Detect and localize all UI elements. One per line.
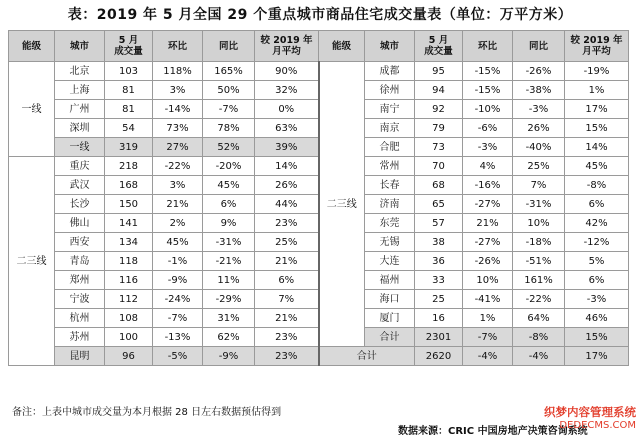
left-vs-cell: 39% [255, 138, 319, 157]
left-yoy-cell: -7% [203, 100, 255, 119]
right-vs-cell: 14% [565, 138, 629, 157]
right-volume-cell: 70 [415, 157, 463, 176]
right-mom-cell: 10% [463, 271, 513, 290]
right-city-cell: 大连 [365, 252, 415, 271]
left-vs-cell: 90% [255, 62, 319, 81]
right-mom-cell: -27% [463, 233, 513, 252]
left-city-cell: 武汉 [55, 176, 105, 195]
left-vs-cell: 25% [255, 233, 319, 252]
left-yoy-cell: 6% [203, 195, 255, 214]
left-city-cell: 青岛 [55, 252, 105, 271]
left-mom-cell: -9% [153, 271, 203, 290]
right-vs-cell: 45% [565, 157, 629, 176]
right-volume-cell: 79 [415, 119, 463, 138]
right-yoy-cell: -26% [513, 62, 565, 81]
left-city-cell: 宁波 [55, 290, 105, 309]
right-vs-cell: 6% [565, 195, 629, 214]
right-city-cell: 成都 [365, 62, 415, 81]
left-mom-cell: -1% [153, 252, 203, 271]
right-mom-cell: 21% [463, 214, 513, 233]
total-vs-cell: 17% [565, 347, 629, 366]
right-vs-cell: 15% [565, 328, 629, 347]
transaction-table [8, 30, 629, 366]
right-mom-cell: -15% [463, 62, 513, 81]
left-yoy-cell: -20% [203, 157, 255, 176]
left-vs-cell: 6% [255, 271, 319, 290]
left-vs-cell: 23% [255, 328, 319, 347]
right-mom-cell: -26% [463, 252, 513, 271]
left-yoy-cell: -31% [203, 233, 255, 252]
left-city-cell: 一线 [55, 138, 105, 157]
right-city-cell: 合计 [365, 328, 415, 347]
left-city-cell: 苏州 [55, 328, 105, 347]
left-vs-cell: 44% [255, 195, 319, 214]
left-volume-cell: 134 [105, 233, 153, 252]
right-volume-cell: 65 [415, 195, 463, 214]
left-vs-cell: 14% [255, 157, 319, 176]
right-volume-cell: 36 [415, 252, 463, 271]
total-yoy-cell: -4% [513, 347, 565, 366]
left-vs-cell: 21% [255, 309, 319, 328]
left-volume-cell: 116 [105, 271, 153, 290]
left-city-cell: 长沙 [55, 195, 105, 214]
right-city-cell: 东莞 [365, 214, 415, 233]
left-city-cell: 杭州 [55, 309, 105, 328]
left-yoy-cell: 165% [203, 62, 255, 81]
left-yoy-cell: -29% [203, 290, 255, 309]
left-mom-cell: 73% [153, 119, 203, 138]
header-vs2019-right [565, 31, 629, 62]
right-volume-cell: 94 [415, 81, 463, 100]
level-tier23-right: 二三线 [319, 62, 365, 347]
header-vs2019-line1: 较 2019 年 [260, 35, 313, 46]
header-volume-line2: 成交量 [114, 46, 143, 57]
left-mom-cell: 3% [153, 176, 203, 195]
left-volume-cell: 168 [105, 176, 153, 195]
left-yoy-cell: -9% [203, 347, 255, 366]
right-volume-cell: 68 [415, 176, 463, 195]
left-city-cell: 昆明 [55, 347, 105, 366]
right-mom-cell: -3% [463, 138, 513, 157]
left-city-cell: 深圳 [55, 119, 105, 138]
right-yoy-cell: 7% [513, 176, 565, 195]
header-vs2019-line2: 月平均 [272, 46, 301, 57]
right-volume-cell: 25 [415, 290, 463, 309]
right-mom-cell: -10% [463, 100, 513, 119]
right-vs-cell: -8% [565, 176, 629, 195]
level-tier23: 二三线 [9, 157, 55, 366]
right-city-cell: 常州 [365, 157, 415, 176]
right-yoy-cell: -3% [513, 100, 565, 119]
left-mom-cell: 3% [153, 81, 203, 100]
level-tier1: 一线 [9, 62, 55, 157]
right-volume-cell: 33 [415, 271, 463, 290]
table-row [9, 62, 629, 81]
right-volume-cell: 73 [415, 138, 463, 157]
right-city-cell: 福州 [365, 271, 415, 290]
right-mom-cell: -27% [463, 195, 513, 214]
left-city-cell: 佛山 [55, 214, 105, 233]
right-volume-cell: 95 [415, 62, 463, 81]
left-city-cell: 上海 [55, 81, 105, 100]
right-mom-cell: -15% [463, 81, 513, 100]
left-mom-cell: -5% [153, 347, 203, 366]
page-title: 表：2019 年 5 月全国 29 个重点城市商品住宅成交量表（单位：万平方米） [67, 7, 573, 23]
left-volume-cell: 319 [105, 138, 153, 157]
left-yoy-cell: 52% [203, 138, 255, 157]
header-volume-line2: 成交量 [424, 46, 453, 57]
left-mom-cell: 45% [153, 233, 203, 252]
left-yoy-cell: 50% [203, 81, 255, 100]
left-volume-cell: 118 [105, 252, 153, 271]
right-yoy-cell: -22% [513, 290, 565, 309]
right-mom-cell: -6% [463, 119, 513, 138]
header-level: 能级 [9, 31, 55, 62]
left-yoy-cell: 78% [203, 119, 255, 138]
header-volume-right [415, 31, 463, 62]
right-city-cell: 济南 [365, 195, 415, 214]
right-mom-cell: -7% [463, 328, 513, 347]
right-yoy-cell: -18% [513, 233, 565, 252]
right-vs-cell: 6% [565, 271, 629, 290]
left-volume-cell: 141 [105, 214, 153, 233]
left-mom-cell: 21% [153, 195, 203, 214]
header-mom: 环比 [153, 31, 203, 62]
left-city-cell: 广州 [55, 100, 105, 119]
header-volume-line1: 5 月 [118, 35, 139, 46]
right-yoy-cell: 25% [513, 157, 565, 176]
left-mom-cell: -24% [153, 290, 203, 309]
right-yoy-cell: 161% [513, 271, 565, 290]
left-mom-cell: -14% [153, 100, 203, 119]
right-vs-cell: 42% [565, 214, 629, 233]
left-vs-cell: 63% [255, 119, 319, 138]
right-vs-cell: -12% [565, 233, 629, 252]
right-volume-cell: 2301 [415, 328, 463, 347]
watermark-line2: DEDECMS.COM [559, 420, 636, 431]
right-mom-cell: -41% [463, 290, 513, 309]
right-volume-cell: 92 [415, 100, 463, 119]
left-yoy-cell: 31% [203, 309, 255, 328]
left-mom-cell: 118% [153, 62, 203, 81]
left-vs-cell: 23% [255, 347, 319, 366]
right-yoy-cell: -31% [513, 195, 565, 214]
left-volume-cell: 100 [105, 328, 153, 347]
right-city-cell: 海口 [365, 290, 415, 309]
left-mom-cell: -22% [153, 157, 203, 176]
right-city-cell: 无锡 [365, 233, 415, 252]
right-mom-cell: 1% [463, 309, 513, 328]
left-city-cell: 郑州 [55, 271, 105, 290]
right-volume-cell: 38 [415, 233, 463, 252]
left-volume-cell: 150 [105, 195, 153, 214]
left-volume-cell: 103 [105, 62, 153, 81]
right-volume-cell: 57 [415, 214, 463, 233]
header-volume-line1: 5 月 [428, 35, 449, 46]
left-yoy-cell: 45% [203, 176, 255, 195]
left-yoy-cell: 11% [203, 271, 255, 290]
left-vs-cell: 21% [255, 252, 319, 271]
right-vs-cell: 1% [565, 81, 629, 100]
left-yoy-cell: -21% [203, 252, 255, 271]
left-volume-cell: 218 [105, 157, 153, 176]
right-mom-cell: 4% [463, 157, 513, 176]
right-volume-cell: 16 [415, 309, 463, 328]
total-label: 合计 [319, 347, 415, 366]
left-volume-cell: 96 [105, 347, 153, 366]
right-city-cell: 南宁 [365, 100, 415, 119]
right-vs-cell: -3% [565, 290, 629, 309]
right-yoy-cell: -8% [513, 328, 565, 347]
left-city-cell: 西安 [55, 233, 105, 252]
data-source: 数据来源：CRIC 中国房地产决策咨询系统 [398, 426, 588, 437]
right-vs-cell: 15% [565, 119, 629, 138]
left-city-cell: 北京 [55, 62, 105, 81]
header-yoy-right: 同比 [513, 31, 565, 62]
header-level-right: 能级 [319, 31, 365, 62]
left-volume-cell: 54 [105, 119, 153, 138]
right-city-cell: 厦门 [365, 309, 415, 328]
left-volume-cell: 108 [105, 309, 153, 328]
left-vs-cell: 26% [255, 176, 319, 195]
left-vs-cell: 7% [255, 290, 319, 309]
table-body [9, 62, 629, 366]
right-yoy-cell: -51% [513, 252, 565, 271]
total-mom-cell: -4% [463, 347, 513, 366]
right-vs-cell: 5% [565, 252, 629, 271]
right-city-cell: 南京 [365, 119, 415, 138]
left-mom-cell: 27% [153, 138, 203, 157]
right-city-cell: 合肥 [365, 138, 415, 157]
left-vs-cell: 0% [255, 100, 319, 119]
right-city-cell: 徐州 [365, 81, 415, 100]
left-vs-cell: 23% [255, 214, 319, 233]
right-vs-cell: 46% [565, 309, 629, 328]
header-city: 城市 [55, 31, 105, 62]
right-vs-cell: 17% [565, 100, 629, 119]
footnote: 备注：上表中城市成交量为本月根据 28 日左右数据预估得到 [12, 407, 282, 418]
left-yoy-cell: 9% [203, 214, 255, 233]
left-volume-cell: 81 [105, 81, 153, 100]
header-vs2019 [255, 31, 319, 62]
right-yoy-cell: 26% [513, 119, 565, 138]
left-vs-cell: 32% [255, 81, 319, 100]
header-row [9, 31, 629, 62]
right-city-cell: 长春 [365, 176, 415, 195]
header-vs2019-line2: 月平均 [582, 46, 611, 57]
header-city-right: 城市 [365, 31, 415, 62]
left-volume-cell: 81 [105, 100, 153, 119]
left-volume-cell: 112 [105, 290, 153, 309]
header-vs2019-line1: 较 2019 年 [570, 35, 623, 46]
right-yoy-cell: 64% [513, 309, 565, 328]
header-yoy: 同比 [203, 31, 255, 62]
total-volume-cell: 2620 [415, 347, 463, 366]
right-vs-cell: -19% [565, 62, 629, 81]
left-city-cell: 重庆 [55, 157, 105, 176]
header-volume [105, 31, 153, 62]
left-mom-cell: 2% [153, 214, 203, 233]
right-mom-cell: -16% [463, 176, 513, 195]
right-yoy-cell: -38% [513, 81, 565, 100]
left-yoy-cell: 62% [203, 328, 255, 347]
table-row [9, 347, 629, 366]
left-mom-cell: -13% [153, 328, 203, 347]
header-mom-right: 环比 [463, 31, 513, 62]
right-yoy-cell: 10% [513, 214, 565, 233]
watermark-line1: 织梦内容管理系统 [544, 405, 636, 419]
right-yoy-cell: -40% [513, 138, 565, 157]
left-mom-cell: -7% [153, 309, 203, 328]
